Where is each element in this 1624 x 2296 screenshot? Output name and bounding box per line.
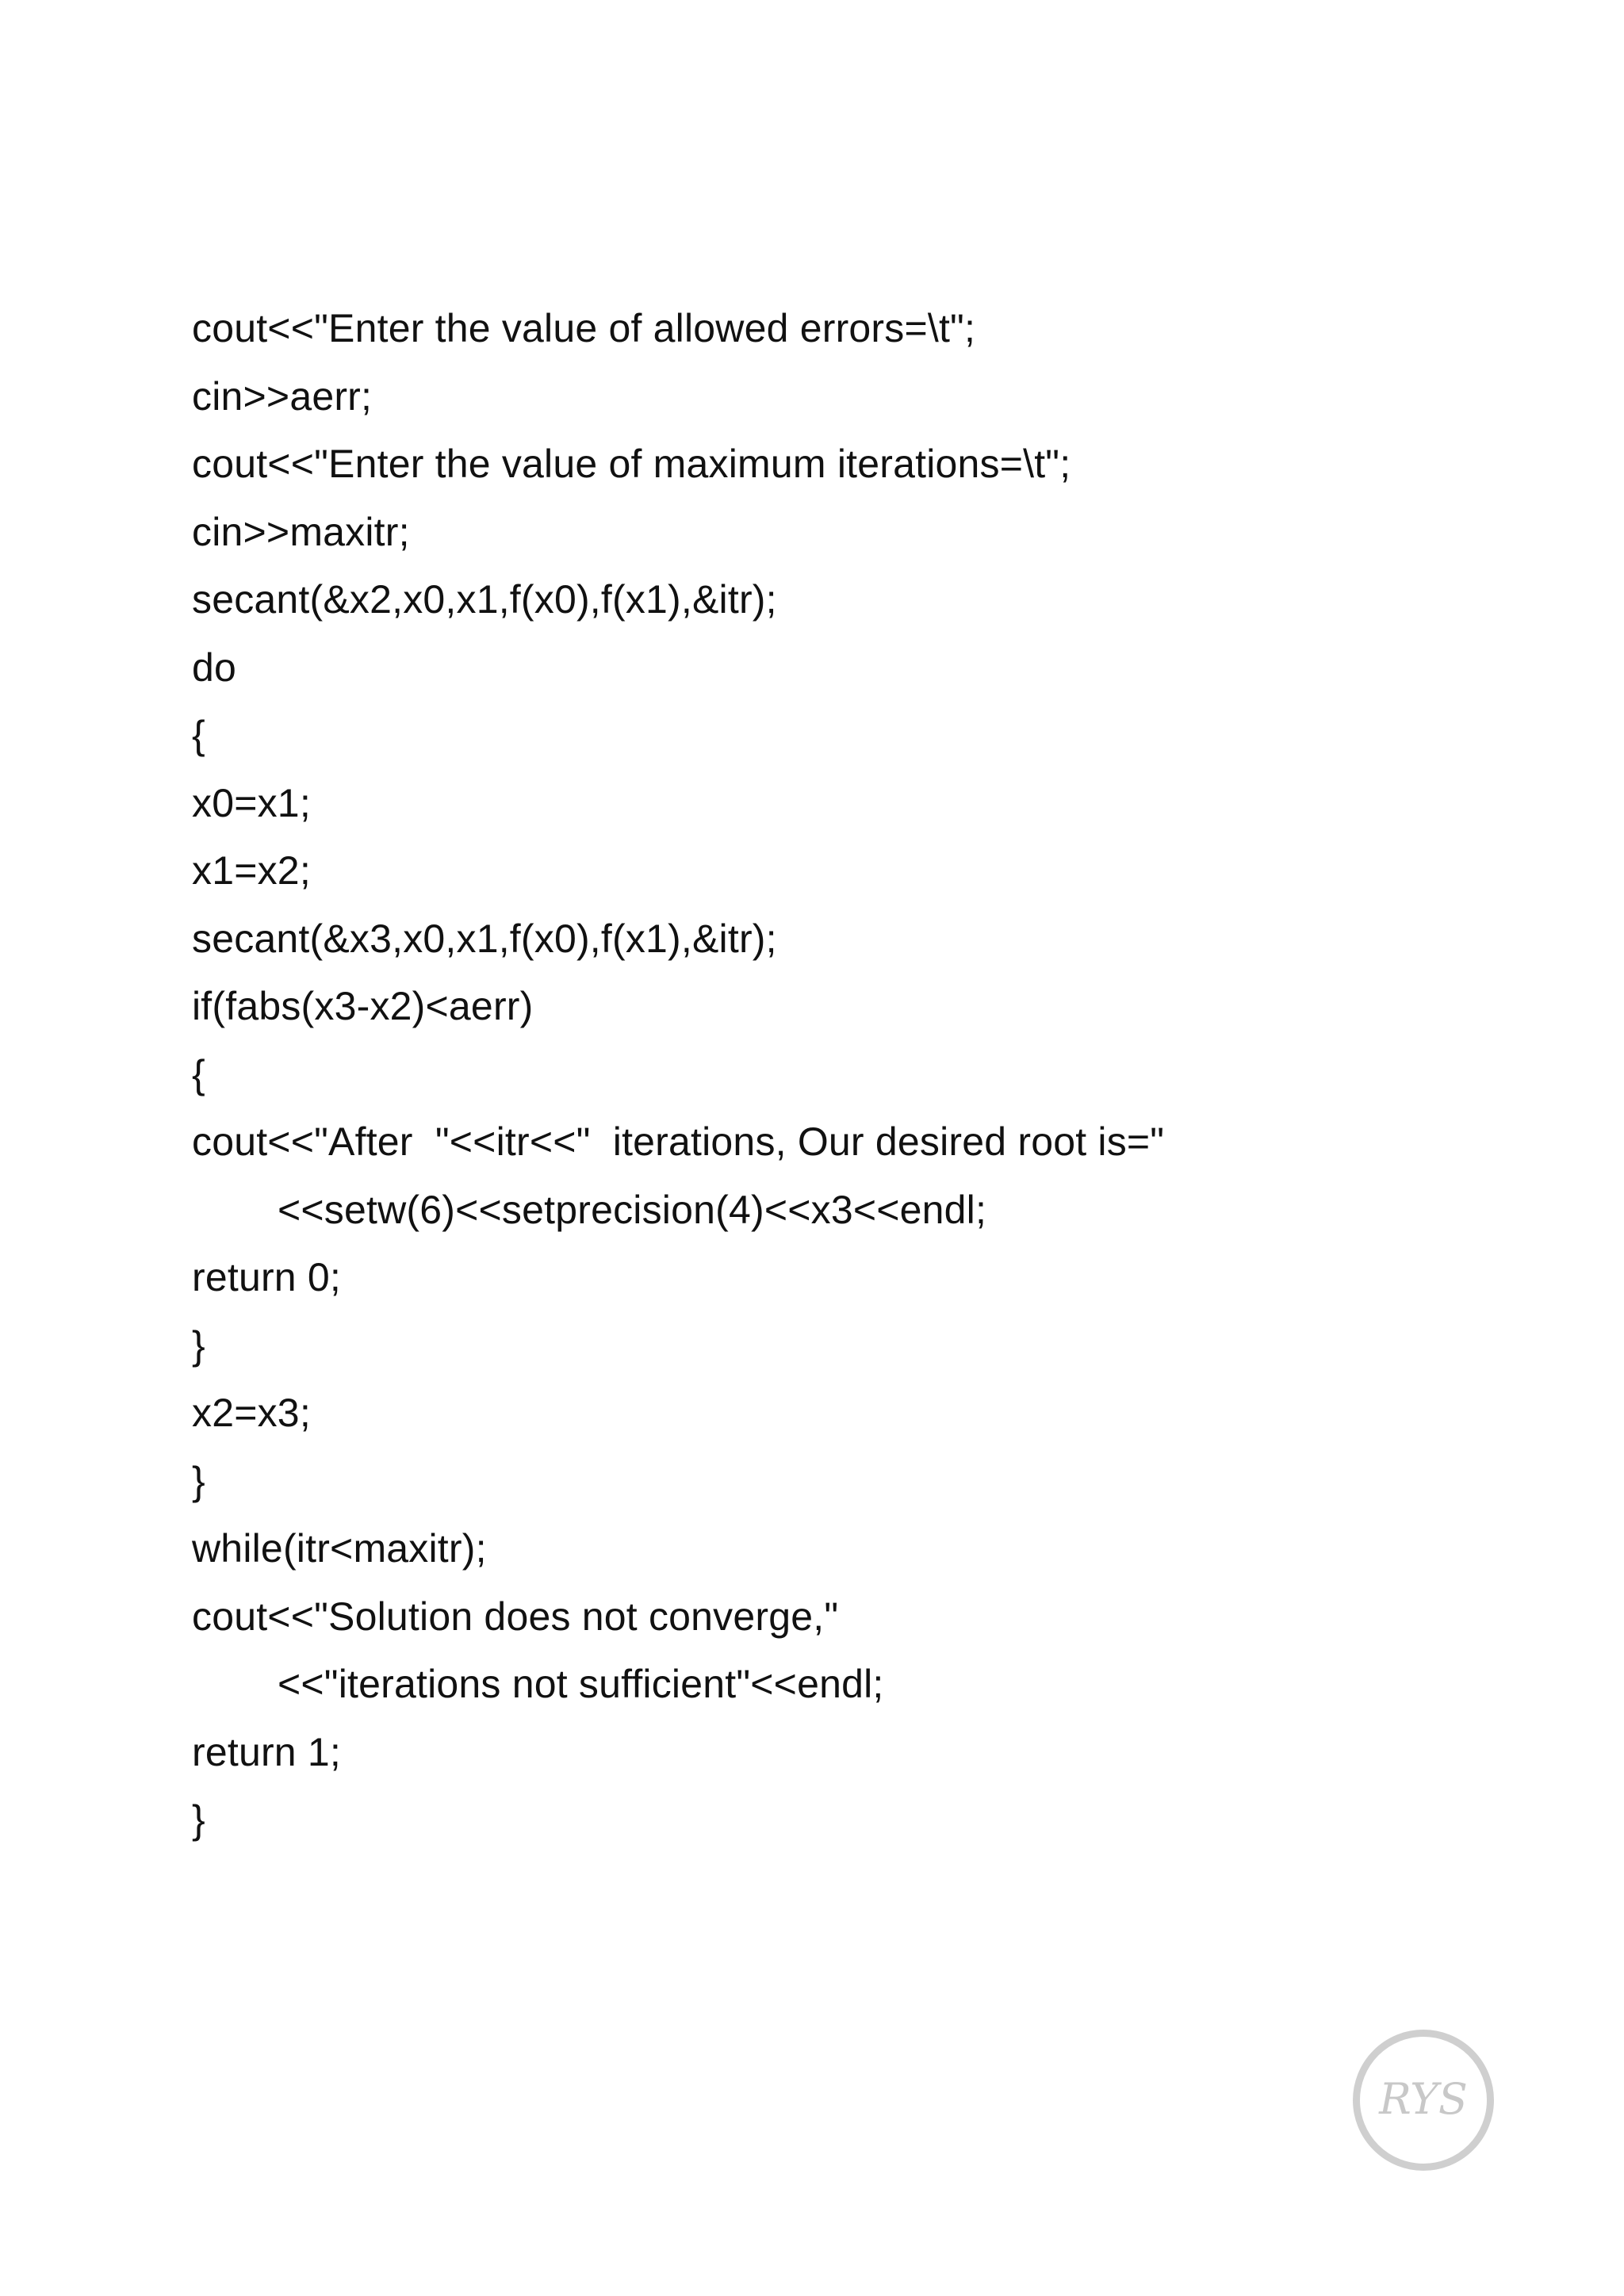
code-line: secant(&x3,x0,x1,f(x0),f(x1),&itr);: [192, 916, 777, 961]
code-line: x1=x2;: [192, 848, 311, 893]
code-line: if(fabs(x3-x2)<aerr): [192, 984, 534, 1028]
code-line: <<setw(6)<<setprecision(4)<<x3<<endl;: [278, 1187, 987, 1232]
code-line: while(itr<maxitr);: [192, 1526, 487, 1571]
code-line: x0=x1;: [192, 780, 311, 825]
code-line: do: [192, 645, 237, 690]
code-line: x2=x3;: [192, 1391, 311, 1435]
watermark-text: RYS: [1379, 2074, 1468, 2124]
code-line: return 0;: [192, 1255, 342, 1299]
code-line: <<"iterations not sufficient"<<endl;: [278, 1662, 884, 1706]
code-line: {: [192, 713, 205, 757]
code-line: cout<<"Enter the value of allowed errors=\t";: [192, 306, 976, 350]
code-line: }: [192, 1458, 205, 1503]
code-line: }: [192, 1322, 205, 1368]
code-line: {: [192, 1051, 205, 1096]
code-line: cin>>aerr;: [192, 373, 373, 419]
code-line: cout<<"After "<<itr<<" iterations, Our desired root is=": [192, 1119, 1165, 1164]
code-line: cin>>maxitr;: [192, 509, 410, 554]
watermark-seal-graphic: [1364, 2064, 1483, 2136]
rys-seal-icon: [1353, 2030, 1494, 2171]
code-listing: [192, 295, 1461, 1854]
code-line: }: [192, 1797, 205, 1842]
code-line: cout<<"Enter the value of maximum iterations=\t";: [192, 442, 1071, 486]
code-line: secant(&x2,x0,x1,f(x0),f(x1),&itr);: [192, 577, 777, 622]
code-line: cout<<"Solution does not converge,": [192, 1594, 839, 1639]
code-line: return 1;: [192, 1729, 342, 1774]
